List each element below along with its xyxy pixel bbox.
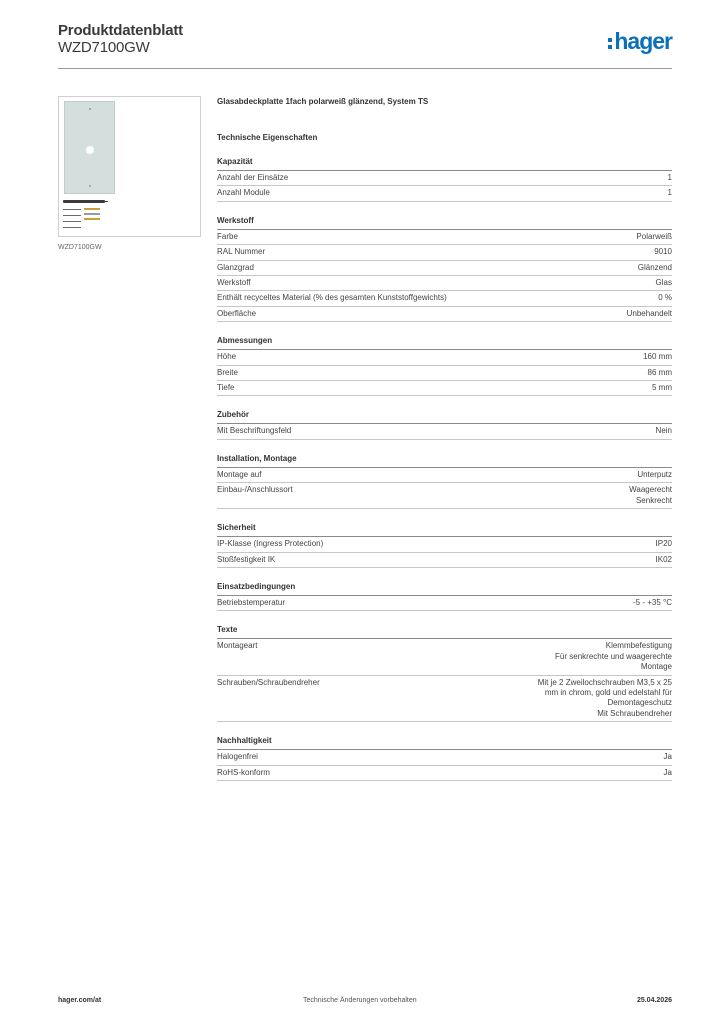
spec-value: IK02: [655, 554, 672, 564]
spec-label: Montageart: [217, 641, 258, 651]
spec-label: Einbau-/Anschlussort: [217, 485, 293, 495]
spec-label: RAL Nummer: [217, 247, 266, 257]
spec-row: [217, 766, 672, 781]
spec-label: Farbe: [217, 231, 238, 241]
spec-row: [217, 245, 672, 260]
section-heading: Installation, Montage: [217, 454, 672, 468]
spec-section: [217, 410, 672, 439]
spec-row: [217, 381, 672, 396]
document-lines-icon: [63, 209, 81, 233]
spec-section: [217, 157, 672, 202]
spec-row: [217, 366, 672, 381]
spec-label: Werkstoff: [217, 278, 251, 288]
logo-colon-icon: [608, 31, 613, 51]
spec-row: [217, 639, 672, 675]
spec-value: 86 mm: [647, 367, 672, 377]
spec-label: IP-Klasse (Ingress Protection): [217, 539, 324, 549]
spec-sections: [217, 157, 672, 781]
spec-content: [217, 97, 672, 781]
spec-row: [217, 424, 672, 439]
spec-value: -5 - +35 °C: [633, 597, 672, 607]
spec-value: Glas: [655, 278, 672, 288]
spec-row: [217, 261, 672, 276]
spec-row: [217, 553, 672, 568]
spec-row: [217, 483, 672, 509]
spec-value: Klemmbefestigung Für senkrechte und waagerechte Montage: [555, 641, 672, 672]
spec-value: Waagerecht Senkrecht: [629, 485, 672, 505]
spec-row: [217, 171, 672, 186]
spec-value: Ja: [663, 752, 672, 762]
spec-row: [217, 596, 672, 611]
cover-plate-illustration: [64, 101, 115, 194]
screw-hole-top: [89, 108, 91, 110]
product-description: Glasabdeckplatte 1fach polarweiß glänzend, System TS: [217, 97, 429, 106]
spec-label: Höhe: [217, 352, 237, 362]
hager-logo: [608, 28, 672, 54]
spec-label: Oberfläche: [217, 308, 257, 318]
page-header: [58, 22, 672, 69]
section-heading: Nachhaltigkeit: [217, 736, 672, 750]
spec-label: Anzahl Module: [217, 188, 270, 198]
section-heading: Sicherheit: [217, 523, 672, 537]
spec-row: [217, 307, 672, 322]
spec-section: [217, 625, 672, 722]
logo-text: hager: [614, 27, 672, 54]
spec-label: Betriebstemperatur: [217, 597, 286, 607]
spec-row: [217, 468, 672, 483]
screwdriver-icon: [63, 200, 105, 203]
spec-label: Tiefe: [217, 383, 235, 393]
spec-section: [217, 454, 672, 509]
spec-label: Glanzgrad: [217, 262, 254, 272]
spec-value: 1: [667, 173, 672, 182]
spec-value: 0 %: [658, 293, 672, 303]
section-heading: Texte: [217, 625, 672, 639]
footer-website: hager.com/at: [58, 997, 102, 1004]
section-heading: Zubehör: [217, 410, 672, 424]
spec-value: 9010: [654, 247, 672, 257]
product-image: [58, 96, 201, 237]
spec-row: [217, 276, 672, 291]
spec-section: [217, 523, 672, 568]
spec-label: Breite: [217, 367, 238, 377]
spec-row: [217, 230, 672, 245]
spec-row: [217, 350, 672, 365]
spec-value: 1: [667, 188, 672, 198]
spec-value: 160 mm: [643, 352, 672, 362]
spec-value: Nein: [655, 426, 672, 436]
spec-label: Montage auf: [217, 469, 262, 479]
section-heading: Werkstoff: [217, 216, 672, 230]
article-number: WZD7100GW: [58, 39, 150, 56]
spec-label: Schrauben/Schraubendreher: [217, 677, 320, 687]
spec-section: [217, 336, 672, 396]
footer-date: 25.04.2026: [636, 997, 672, 1004]
spec-value: 5 mm: [652, 383, 672, 393]
spec-value: Glänzend: [637, 262, 672, 272]
section-heading: Abmessungen: [217, 336, 672, 350]
spec-value: Mit je 2 Zweilochschrauben M3,5 x 25 mm in chrom, gold und edelstahl für Demontageschutz Mit Schraubendreher: [537, 677, 672, 718]
spec-value: Ja: [663, 767, 672, 777]
spec-row: [217, 537, 672, 552]
plate-opening: [86, 146, 94, 154]
spec-value: Polarweiß: [636, 231, 672, 241]
spec-row: [217, 186, 672, 201]
spec-label: RoHS-konform: [217, 767, 270, 777]
spec-section: [217, 216, 672, 322]
properties-title: Technische Eigenschaften: [217, 133, 318, 142]
spec-section: [217, 582, 672, 611]
section-heading: Einsatzbedingungen: [217, 582, 672, 596]
spec-label: Mit Beschriftungsfeld: [217, 426, 292, 436]
spec-value: IP20: [655, 539, 672, 549]
spec-value: Unbehandelt: [626, 308, 672, 318]
spec-row: [217, 750, 672, 765]
spec-value: Unterputz: [637, 469, 672, 479]
image-caption: WZD7100GW: [58, 244, 102, 251]
spec-section: [217, 736, 672, 781]
spec-row: [217, 291, 672, 306]
document-title: Produktdatenblatt: [58, 22, 183, 39]
screws-icon: [84, 208, 100, 223]
footer-notice: Technische Änderungen vorbehalten: [303, 997, 417, 1004]
section-heading: Kapazität: [217, 157, 672, 171]
spec-label: Enthält recyceltes Material (% des gesamten Kunststoffgewichts): [217, 293, 447, 303]
spec-label: Halogenfrei: [217, 752, 258, 762]
spec-label: Anzahl der Einsätze: [217, 173, 289, 182]
spec-row: [217, 676, 672, 723]
screw-hole-bottom: [89, 185, 91, 187]
spec-label: Stoßfestigkeit IK: [217, 554, 276, 564]
